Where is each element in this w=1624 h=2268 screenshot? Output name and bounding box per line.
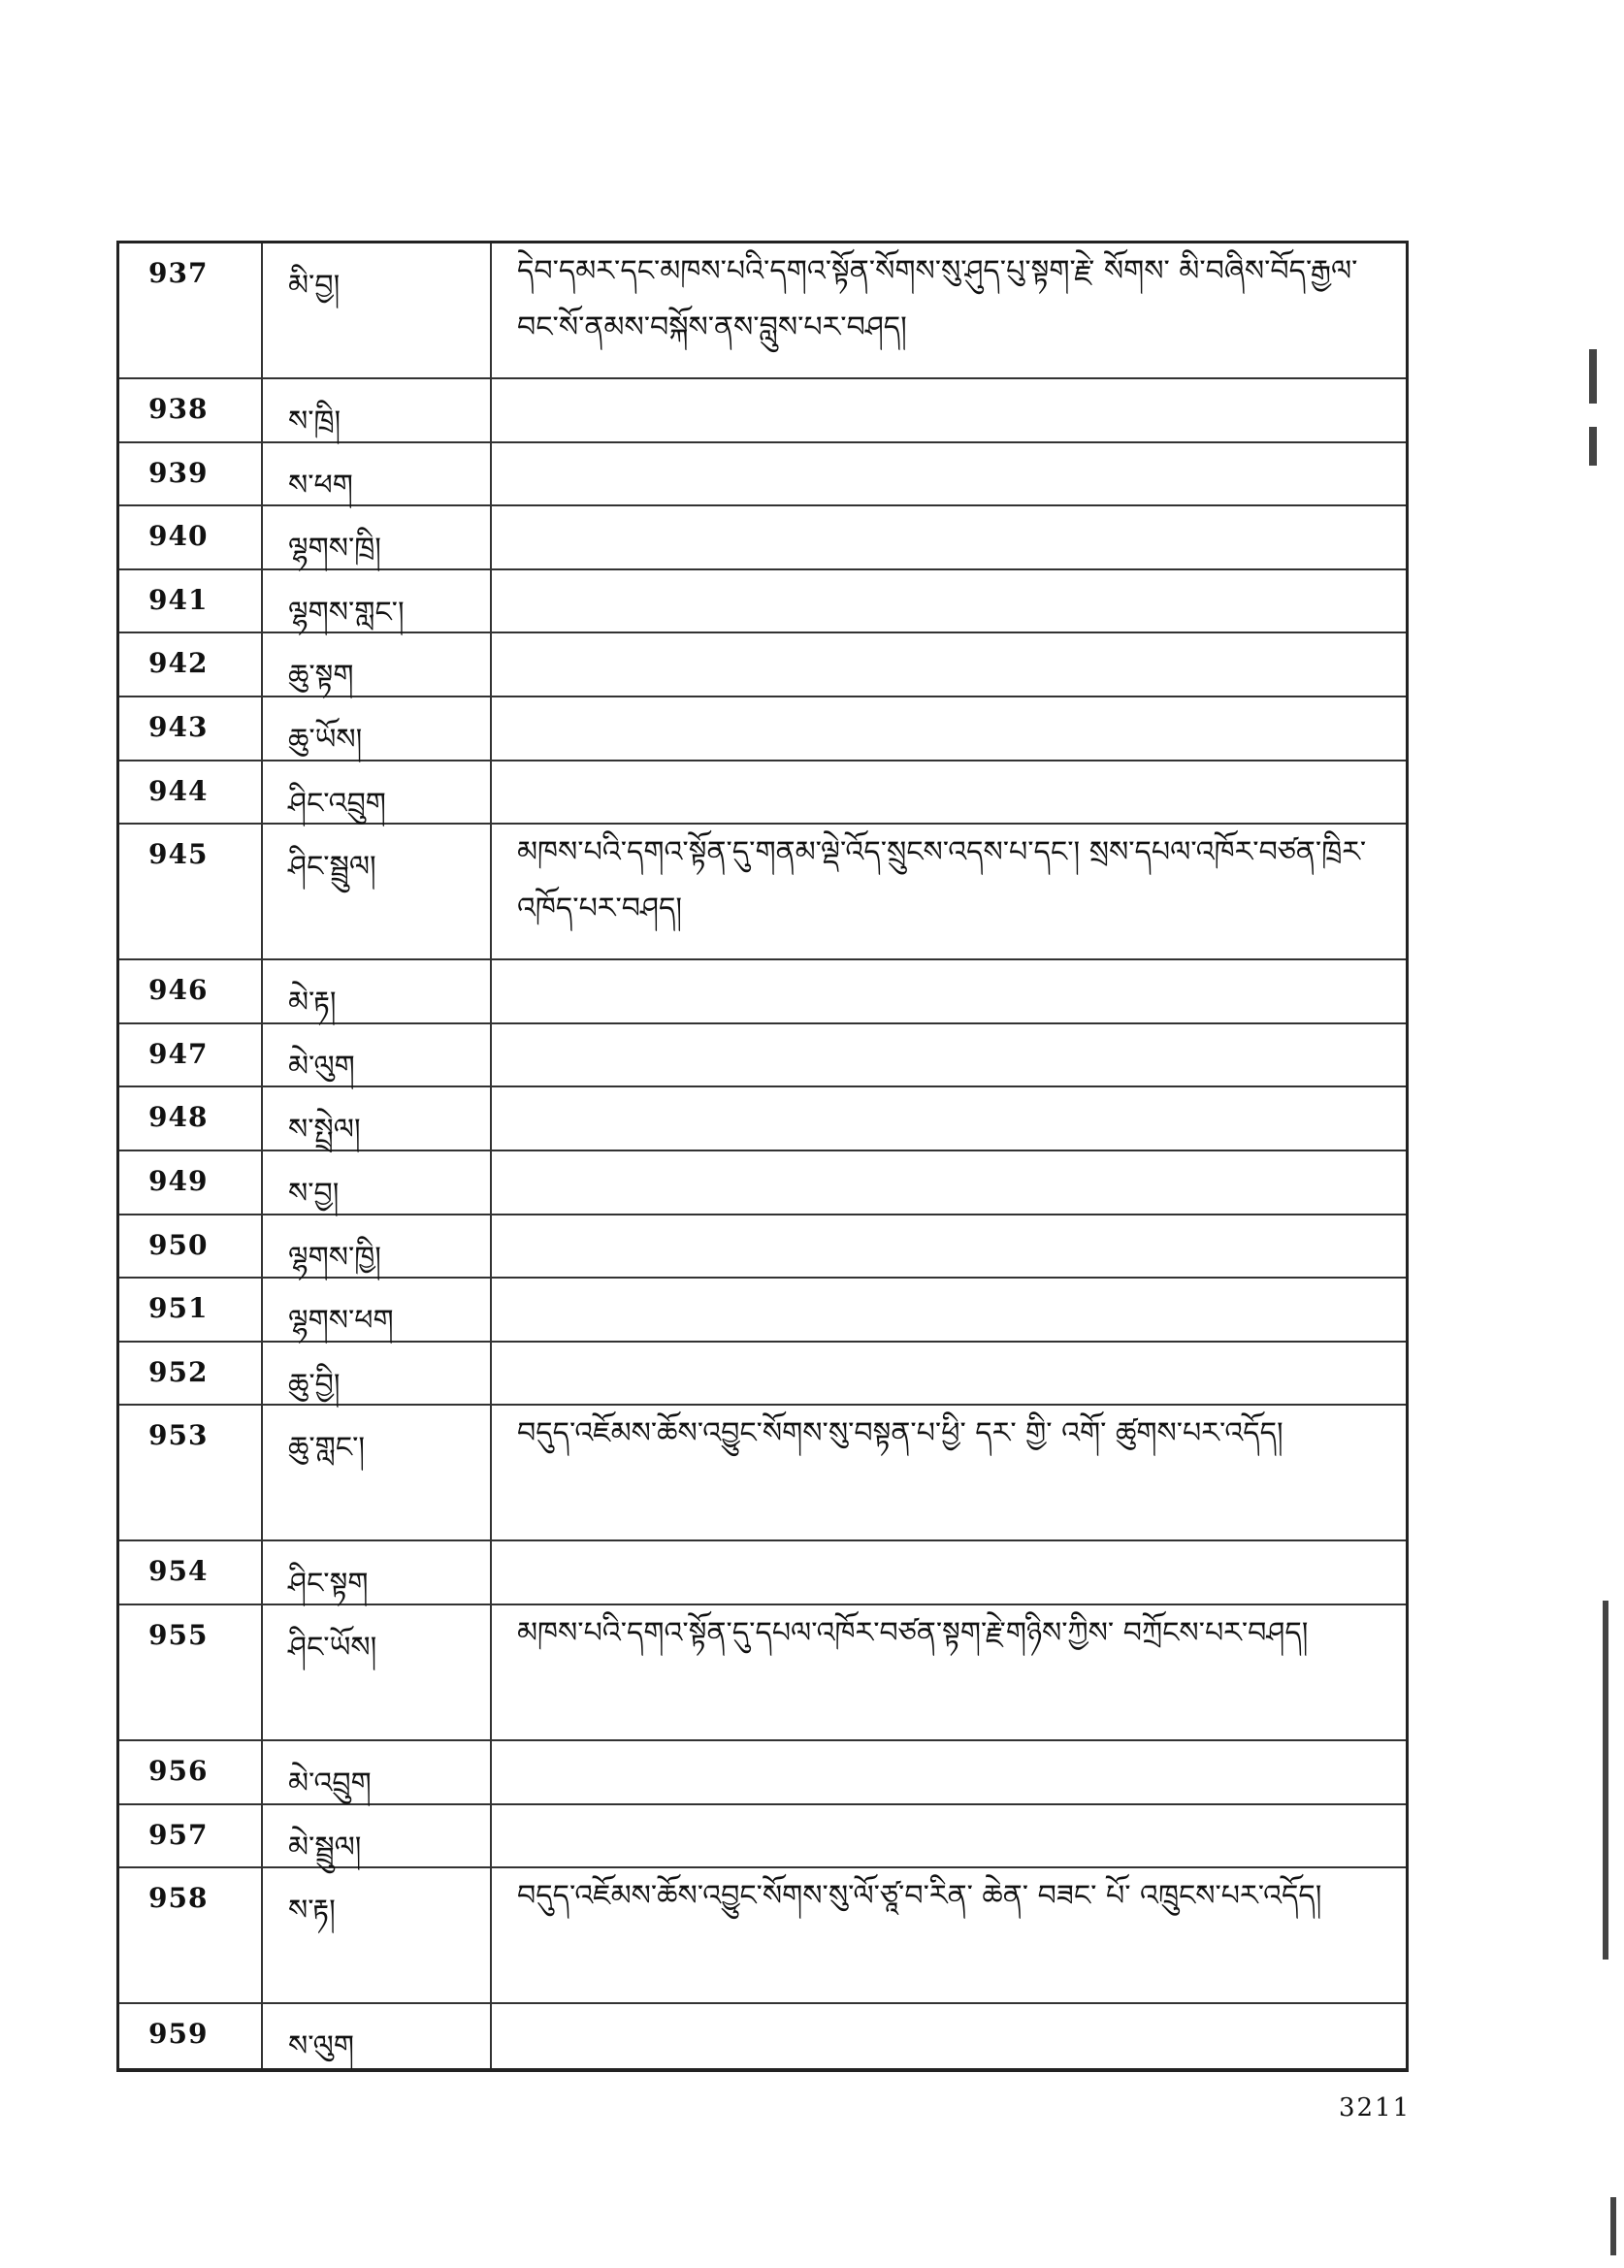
entry-description: བདུད་འཇོམས་ཆོས་འབྱུང་སོགས་སུ་ལོ་ཙཱ་བ་རིན་ ཆེན་ བཟང་ པོ་ འཁྲུངས་པར་འདོད། <box>517 1879 1322 1914</box>
entry-number: 959 <box>119 2004 263 2068</box>
entry-description <box>492 1343 1406 1405</box>
table-row <box>119 243 1406 379</box>
entry-description: མཁས་པའི་དགའ་སྟོན་དུ་གནམ་ལྡེ་འོད་སྲུངས་འདས་པ་དང་། སྲས་དཔལ་འཁོར་བཙན་ཁྲིར་འཁོད་པར་བཤད། <box>517 835 1367 926</box>
entry-description: དེབ་དམར་དང་མཁས་པའི་དགའ་སྟོན་སོགས་སུ་ཤུད་པུ་སྟག་རྗེ་ སོགས་ མི་བཞིས་བོད་རྒྱལ་བང་སོ་ནམས་བསྐོས་ནས་བླུས་པར་བཤད། <box>517 254 1358 344</box>
entry-term: མེ་འབྲུག <box>263 1741 492 1803</box>
entry-number: 941 <box>119 570 263 632</box>
table-row <box>119 1805 1406 1869</box>
table-row <box>119 1343 1406 1407</box>
table-row <box>119 761 1406 826</box>
table-row <box>119 1741 1406 1805</box>
entry-term: ས་ལུག <box>263 2004 492 2068</box>
entry-number: 947 <box>119 1024 263 1086</box>
entry-number: 938 <box>119 379 263 441</box>
entry-description <box>492 1279 1406 1341</box>
entry-table <box>116 241 1409 2072</box>
table-row <box>119 1024 1406 1088</box>
entry-description <box>492 1541 1406 1604</box>
entry-description <box>492 1024 1406 1086</box>
scan-edge-mark <box>1589 427 1597 466</box>
entry-number: 953 <box>119 1406 263 1539</box>
page-number: 3211 <box>1339 2093 1412 2122</box>
entry-description <box>492 443 1406 505</box>
entry-description <box>492 1215 1406 1278</box>
table-row <box>119 825 1406 960</box>
table-row <box>119 1541 1406 1605</box>
entry-term: ཤིང་ཡོས། <box>263 1605 492 1739</box>
entry-term: ཤིང་འབྲུག <box>263 761 492 824</box>
entry-description <box>492 1805 1406 1867</box>
entry-description <box>492 633 1406 696</box>
table-row <box>119 1215 1406 1280</box>
table-row <box>119 2004 1406 2068</box>
entry-term: ཤིང་སྟག <box>263 1541 492 1604</box>
entry-number: 956 <box>119 1741 263 1803</box>
entry-term: ས་སྤྲེལ། <box>263 1087 492 1150</box>
table-row <box>119 1279 1406 1343</box>
table-row <box>119 379 1406 443</box>
entry-term: ཤིང་སྦྲུལ། <box>263 825 492 958</box>
entry-term: ས་ཁྲི། <box>263 379 492 441</box>
entry-term: མེ་སྦྲུལ། <box>263 1805 492 1867</box>
entry-description <box>492 1087 1406 1150</box>
entry-number: 945 <box>119 825 263 958</box>
entry-term: མེ་ལུག <box>263 1024 492 1086</box>
scan-edge-mark <box>1589 349 1597 404</box>
table-row <box>119 570 1406 634</box>
entry-description <box>492 570 1406 632</box>
entry-number: 937 <box>119 243 263 377</box>
entry-number: 954 <box>119 1541 263 1604</box>
entry-term: མེ་རྟ། <box>263 960 492 1022</box>
entry-description <box>492 697 1406 760</box>
table-row <box>119 697 1406 761</box>
table-row <box>119 1406 1406 1541</box>
entry-term: ལྷགས་ཁྲི། <box>263 506 492 568</box>
scan-edge-mark <box>1610 2197 1616 2255</box>
entry-number: 958 <box>119 1868 263 2002</box>
entry-number: 949 <box>119 1151 263 1214</box>
table-row <box>119 960 1406 1024</box>
entry-number: 939 <box>119 443 263 505</box>
table-row <box>119 1087 1406 1151</box>
entry-number: 943 <box>119 697 263 760</box>
entry-term: ས་ཕག <box>263 443 492 505</box>
entry-term: ས་རྟ། <box>263 1868 492 2002</box>
table-row <box>119 633 1406 697</box>
entry-term: ཆུ་བྱི། <box>263 1343 492 1405</box>
entry-description <box>492 761 1406 824</box>
table-row <box>119 1151 1406 1215</box>
entry-term: ཆུ་གླང་། <box>263 1406 492 1539</box>
entry-description <box>492 379 1406 441</box>
entry-term: ལྷགས་ཁྱི། <box>263 1215 492 1278</box>
entry-number: 940 <box>119 506 263 568</box>
entry-description <box>492 506 1406 568</box>
entry-number: 946 <box>119 960 263 1022</box>
entry-description: མཁས་པའི་དགའ་སྟོན་དུ་དཔལ་འཁོར་བཙན་སྟག་རྗེ་གཉིས་ཀྱིས་ བཀྲོངས་པར་བཤད། <box>517 1615 1309 1650</box>
table-row <box>119 1868 1406 2004</box>
table-row <box>119 506 1406 570</box>
entry-number: 950 <box>119 1215 263 1278</box>
scan-edge-mark <box>1603 1601 1608 1960</box>
entry-term: ལྷགས་ཕག <box>263 1279 492 1341</box>
entry-term: ཆུ་ཡོས། <box>263 697 492 760</box>
entry-term: ལྷགས་གླང་། <box>263 570 492 632</box>
table-row <box>119 443 1406 507</box>
entry-number: 942 <box>119 633 263 696</box>
entry-number: 948 <box>119 1087 263 1150</box>
entry-number: 955 <box>119 1605 263 1739</box>
entry-description <box>492 1741 1406 1803</box>
entry-term: མི་བྱ། <box>263 243 492 377</box>
entry-number: 951 <box>119 1279 263 1341</box>
entry-description <box>492 1151 1406 1214</box>
entry-number: 944 <box>119 761 263 824</box>
entry-term: ཆུ་སྟག <box>263 633 492 696</box>
entry-term: ས་བྱ། <box>263 1151 492 1214</box>
entry-description <box>492 960 1406 1022</box>
entry-number: 952 <box>119 1343 263 1405</box>
entry-description: བདུད་འཇོམས་ཆོས་འབྱུང་སོགས་སུ་བསྟན་པ་ཕྱི་ དར་ གྱི་ འགོ་ ཚུགས་པར་འདོད། <box>517 1416 1283 1451</box>
entry-description <box>492 2004 1406 2068</box>
table-row <box>119 1605 1406 1741</box>
entry-number: 957 <box>119 1805 263 1867</box>
